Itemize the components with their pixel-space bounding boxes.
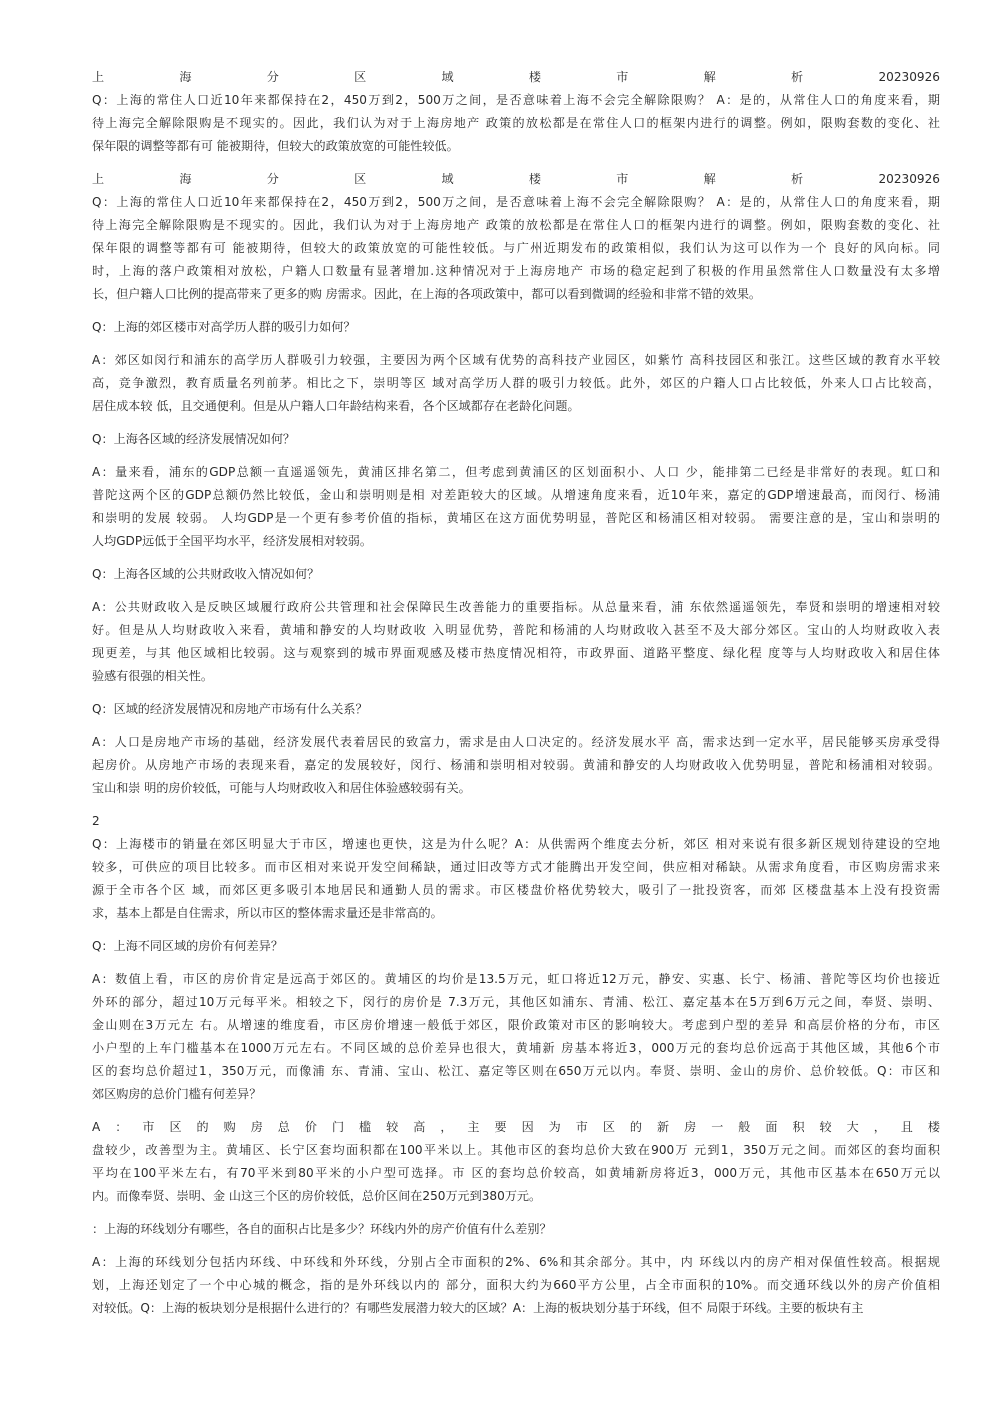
text-line: 平均在100平米左右，有70平米到80平米的小户型可选择。市 区的套均总价较高，如黄埔新房将近3，000万元，其他市区基本在650万元以 [92,1166,940,1180]
text-line: A：上海的环线划分包括内环线、中环线和外环线，分别占全市面积的2%、6%和其余部分。其中，内 环线以内的房产相对保值性较高。根据规 [92,1255,940,1269]
paragraph-gap [92,1208,940,1218]
text-line: 源于全市各个区 域，而郊区更多吸引本地居民和通勤人员的需求。市区楼盘价格优势较大，吸引了一批投资客，而郊 区楼盘基本上没有投资需 [92,883,940,897]
paragraph [92,810,940,925]
paragraph-gap [92,339,940,349]
paragraph [92,66,940,158]
paragraph [92,596,940,688]
paragraph-gap [92,158,940,168]
text-line: 待上海完全解除限购是不现实的。因此，我们认为对于上海房地产 政策的放松都是在常住人口的框架内进行的调整。例如，限购套数的变化、社 [92,116,940,130]
text-line: Q：上海各区域的经济发展情况如何？ [92,432,296,446]
text-line: 时，上海的落户政策相对放松，户籍人口数量有显著增加.这种情况对于上海房地产 市场的稳定起到了积极的作用虽然常住人口数量没有太多增 [92,264,940,278]
paragraph-gap [92,800,940,810]
text-line: Q：区域的经济发展情况和房地产市场有什么关系？ [92,702,368,716]
paragraph-gap [92,1241,940,1251]
paragraph-gap [92,925,940,935]
text-line: Q：上海的常住人口近10年来都保持在2，450万到2，500万之间，是否意味着上海不会完全解除限购？ A：是的，从常住人口的角度来看，期 [92,195,940,209]
paragraph-gap [92,553,940,563]
text-line: 长，但户籍人口比例的提高带来了更多的购 房需求。因此，在上海的各项政策中，都可以看到微调的经验和非常不错的效果。 [92,287,762,301]
text-line: 区的套均总价超过1，350万元，而像浦 东、青浦、宝山、松江、嘉定等区则在650万元以内。奉贤、崇明、金山的房价、总价较低。Q：市区和 [92,1064,940,1078]
text-line: ：上海的环线划分有哪些，各自的面积占比是多少？环线内外的房产价值有什么差别？ [92,1222,552,1236]
text-line: A：数值上看，市区的房价肯定是远高于郊区的。黄埔区的均价是13.5万元，虹口将近12万元，静安、实惠、长宁、杨浦、普陀等区均价也接近 [92,972,940,986]
text-line: 2 [92,814,100,828]
text-line: Q：上海楼市的销量在郊区明显大于市区，增速也更快，这是为什么呢？A：从供需两个维度去分析，郊区 相对来说有很多新区规划待建设的空地 [92,837,940,851]
paragraph [92,316,940,339]
paragraph [92,698,940,721]
paragraph-gap [92,721,940,731]
paragraph-gap [92,586,940,596]
paragraph [92,1116,940,1208]
text-line: 外环的部分，超过10万元每平米。相较之下，闵行的房价是 7.3万元，其他区如浦东、青浦、松江、嘉定基本在5万到6万元之间，奉贤、崇明、 [92,995,940,1009]
text-line: 保年限的调整等都有可 能被期待，但较大的政策放宽的可能性较低。与广州近期发布的政策相似，我们认为这可以作为一个 良好的风向标。同 [92,241,940,255]
paragraph [92,349,940,418]
paragraph-gap [92,958,940,968]
text-line: A：郊区如闵行和浦东的高学历人群吸引力较强，主要因为两个区域有优势的高科技产业园区，如紫竹 高科技园区和张江。这些区域的教育水平较 [92,353,940,367]
text-line: 人均GDP远低于全国平均水平，经济发展相对较弱。 [92,534,372,548]
text-line: Q：上海的常住人口近10年来都保持在2，450万到2，500万之间，是否意味着上海不会完全解除限购？ A：是的，从常住人口的角度来看，期 [92,93,940,107]
text-line: 上海分区域楼市解析20230926 [92,172,940,186]
text-line: A：量来看，浦东的GDP总额一直遥遥领先，黄浦区排名第二，但考虑到黄浦区的区划面积小、人口 少，能排第二已经是非常好的表现。虹口和 [92,465,940,479]
paragraph [92,935,940,958]
paragraph [92,1218,940,1241]
paragraph [92,461,940,553]
text-line: 郊区购房的总价门槛有何差异？ [92,1087,262,1101]
document-body [92,66,940,1320]
text-line: 好。但是从人均财政收入来看，黄埔和静安的人均财政收 入明显优势，普陀和杨浦的人均财政收入甚至不及大部分郊区。宝山的人均财政收入表 [92,623,940,637]
text-line: 和崇明的发展 较弱。 人均GDP是一个更有参考价值的指标，黄埔区在这方面优势明显，普陀区和杨浦区相对较弱。 需要注意的是，宝山和崇明的 [92,511,940,525]
text-line: A：人口是房地产市场的基础，经济发展代表着居民的致富力，需求是由人口决定的。经济发展水平 高，需求达到一定水平，居民能够买房承受得 [92,735,940,749]
paragraph-gap [92,1106,940,1116]
text-line: 内。而像奉贤、崇明、金 山这三个区的房价较低，总价区间在250万元到380万元。 [92,1189,542,1203]
text-line: 居住成本较 低，且交通便利。但是从户籍人口年龄结构来看，各个区域都存在老龄化问题。 [92,399,580,413]
text-line: 求，基本上都是自住需求，所以市区的整体需求量还是非常高的。 [92,906,443,920]
text-line: Q：上海的郊区楼市对高学历人群的吸引力如何？ [92,320,356,334]
text-line: 盘较少，改善型为主。黄埔区、长宁区套均面积都在100平米以上。其他市区的套均总价大致在900万 元到1，350万元之间。而郊区的套均面积 [92,1143,940,1157]
text-line: 对较低。Q：上海的板块划分是根据什么进行的？有哪些发展潜力较大的区域？A：上海的板块划分基于环线，但不 局限于环线。主要的板块有主 [92,1301,864,1315]
text-line: 上海分区域楼市解析20230926 [92,70,940,84]
text-line: 普陀这两个区的GDP总额仍然比较低，金山和崇明则是相 对差距较大的区域。从增速角度来看，近10年来，嘉定的GDP增速最高，而闵行、杨浦 [92,488,940,502]
text-line: 较多，可供应的项目比较多。而市区相对来说开发空间稀缺，通过旧改等方式才能腾出开发空间，供应相对稀缺。从需求角度看，市区购房需求来 [92,860,940,874]
text-line: 金山则在3万元左 右。从增速的维度看，市区房价增速一般低于郊区，限价政策对市区的影响较大。考虑到户型的差异 和高层价格的分布，市区 [92,1018,940,1032]
paragraph-gap [92,688,940,698]
paragraph [92,563,940,586]
paragraph [92,168,940,306]
text-line: 高，竞争激烈，教育质量名列前茅。相比之下，崇明等区 域对高学历人群的吸引力较低。此外，郊区的户籍人口占比较低，外来人口占比较高， [92,376,940,390]
paragraph [92,731,940,800]
text-line: 小户型的上车门槛基本在1000万元左右。不同区域的总价差异也很大，黄埔新 房基本将近3，000万元的套均总价远高于其他区域，其他6个市 [92,1041,940,1055]
paragraph-gap [92,418,940,428]
text-line: Q：上海不同区域的房价有何差异？ [92,939,283,953]
text-line: A：公共财政收入是反映区域履行政府公共管理和社会保障民生改善能力的重要指标。从总量来看，浦 东依然遥遥领先，奉贤和崇明的增速相对较 [92,600,940,614]
text-line: 保年限的调整等都有可 能被期待，但较大的政策放宽的可能性较低。 [92,139,459,153]
paragraph-gap [92,451,940,461]
paragraph-gap [92,306,940,316]
text-line: Q：上海各区域的公共财政收入情况如何？ [92,567,320,581]
paragraph [92,1251,940,1320]
paragraph [92,428,940,451]
text-line: 现更差，与其 他区域相比较弱。这与观察到的城市界面观感及楼市热度情况相符，市政界面、道路平整度、绿化程 度等与人均财政收入和居住体 [92,646,940,660]
text-line: 划，上海还划定了一个中心城的概念，指的是外环线以内的 部分，面积大约为660平方公里，占全市面积的10%。而交通环线以外的房产价值相 [92,1278,940,1292]
text-line: 起房价。从房地产市场的表现来看，嘉定的发展较好，闵行、杨浦和崇明相对较弱。黄浦和静安的人均财政收入优势明显，普陀和杨浦相对较弱。 [92,758,940,772]
text-line: A：市区的购房总价门槛较高，主要因为市区的新房一般面积较大，且楼 [92,1120,940,1134]
paragraph [92,968,940,1106]
text-line: 验感有很强的相关性。 [92,669,213,683]
text-line: 宝山和崇 明的房价较低，可能与人均财政收入和居住体验感较弱有关。 [92,781,471,795]
text-line: 待上海完全解除限购是不现实的。因此，我们认为对于上海房地产 政策的放松都是在常住人口的框架内进行的调整。例如，限购套数的变化、社 [92,218,940,232]
